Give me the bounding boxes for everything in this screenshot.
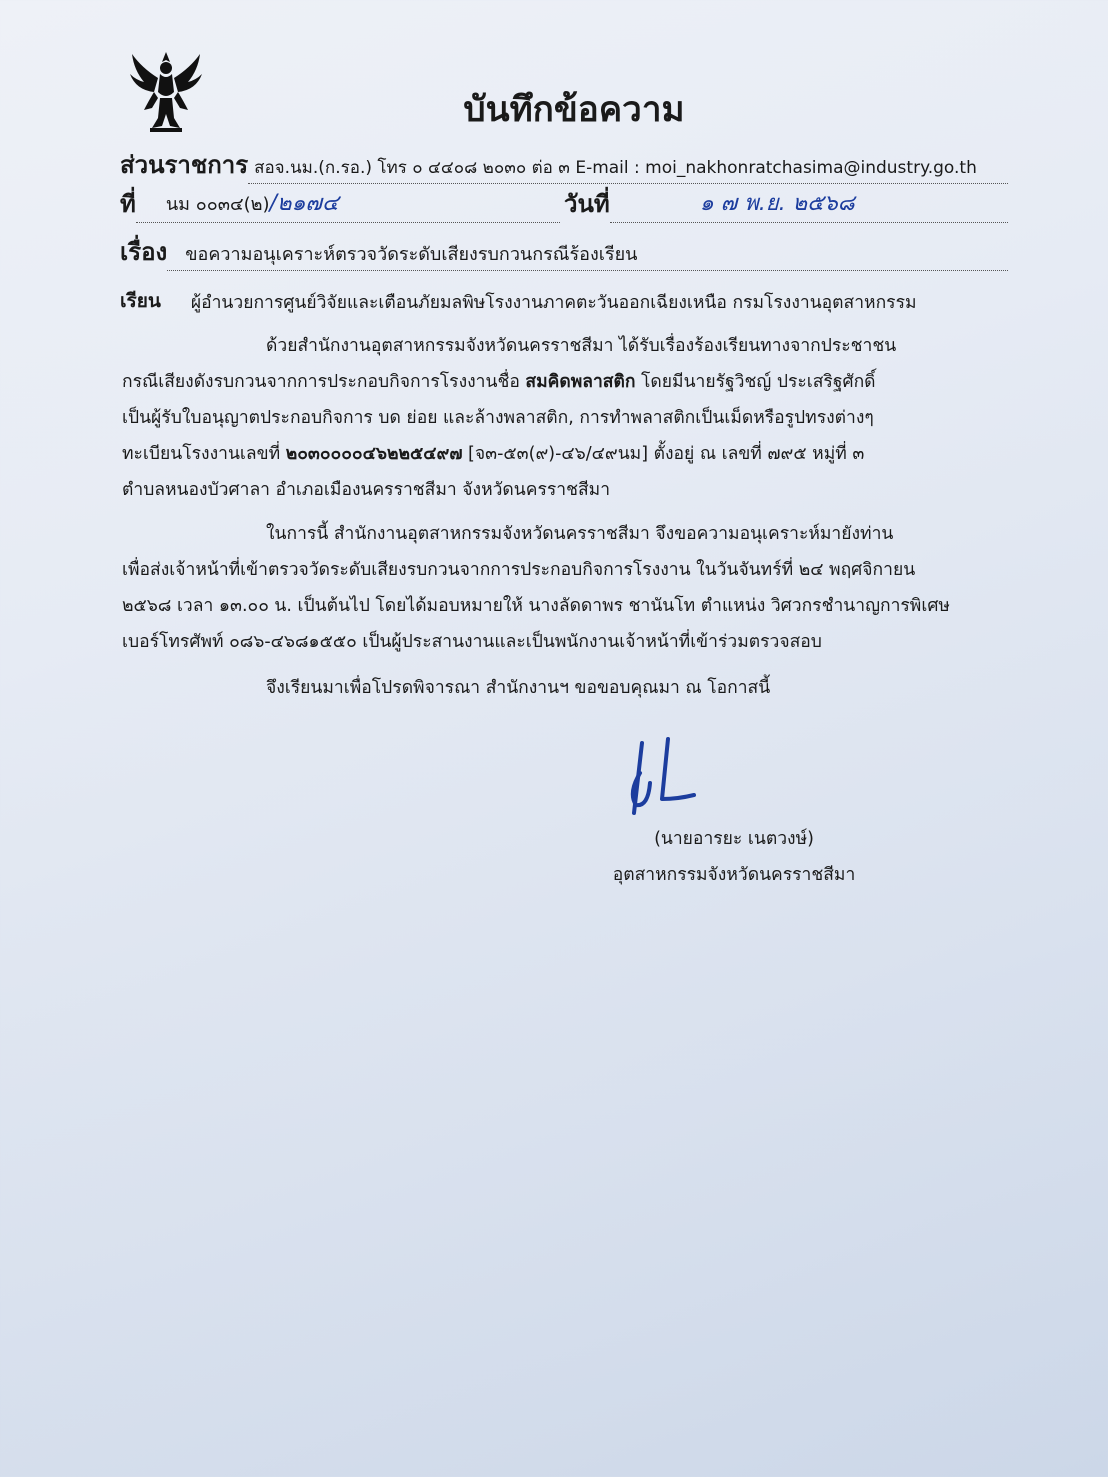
to-label: เรียน: [120, 290, 161, 312]
paragraph-line: ในการนี้ สำนักงานอุตสาหกรรมจังหวัดนครราชสีมา จึงขอความอนุเคราะห์มายังท่าน: [266, 524, 894, 544]
text-segment: [จ๓-๕๓(๙)-๔๖/๔๙นม] ตั้งอยู่ ณ เลขที่ ๗๙๕ หมู่ที่ ๓: [462, 444, 865, 464]
subject-row: [120, 232, 1008, 271]
signatory-name: (นายอารยะ เนตวงษ์): [654, 829, 814, 849]
reference-handwritten: /๒๑๗๔: [269, 191, 339, 216]
date-row: [564, 184, 1008, 223]
date-value: ๑ ๗ พ.ย. ๒๕๖๘: [610, 185, 1008, 223]
agency-value: สอจ.นม.(ก.รอ.) โทร ๐ ๔๔๐๘ ๒๐๓๐ ต่อ ๓ E-mail : moi_nakhonratchasima@industry.go.th: [248, 154, 1008, 184]
paragraph-line: เบอร์โทรศัพท์ ๐๘๖-๔๖๘๑๕๕๐ เป็นผู้ประสานงานและเป็นพนักงานเจ้าหน้าที่เข้าร่วมตรวจสอบ: [122, 632, 822, 652]
reference-label: ที่: [120, 190, 136, 218]
paragraph-line: [122, 364, 1012, 400]
document-title: บันทึกข้อความ: [463, 90, 685, 130]
paragraph-line: ตำบลหนองบัวศาลา อำเภอเมืองนครราชสีมา จังหวัดนครราชสีมา: [122, 480, 611, 500]
factory-registration-number: ๒๐๓๐๐๐๐๔๖๒๒๕๔๙๗: [285, 444, 463, 464]
paragraph-line: เพื่อส่งเจ้าหน้าที่เข้าตรวจวัดระดับเสียงรบกวนจากการประกอบกิจการโรงงาน ในวันจันทร์ที่ ๒๔ พฤศจิกายน: [122, 560, 916, 580]
reference-field: [136, 185, 560, 223]
paragraph-1: [122, 328, 1012, 508]
text-segment: กรณีเสียงดังรบกวนจากการประกอบกิจการโรงงานชื่อ: [122, 372, 526, 392]
agency-label: ส่วนราชการ: [120, 151, 249, 179]
factory-name: สมคิดพลาสติก: [525, 372, 636, 392]
subject-label: เรื่อง: [120, 238, 168, 266]
paragraph-3: [122, 670, 1012, 706]
reference-value: นม ๐๐๓๔(๒): [165, 194, 270, 215]
paragraph-line: จึงเรียนมาเพื่อโปรดพิจารณา สำนักงานฯ ขอขอบคุณมา ณ โอกาสนี้: [266, 678, 771, 698]
subject-value: ขอความอนุเคราะห์ตรวจวัดระดับเสียงรบกวนกรณีร้องเรียน: [167, 239, 1008, 271]
paragraph-line: เป็นผู้รับใบอนุญาตประกอบกิจการ บด ย่อย และล้างพลาสติก, การทำพลาสติกเป็นเม็ดหรือรูปทรงต่างๆ: [122, 408, 874, 428]
paragraph-line: [122, 436, 1012, 472]
text-segment: ทะเบียนโรงงานเลขที่: [122, 444, 286, 464]
to-value: ผู้อำนวยการศูนย์วิจัยและเตือนภัยมลพิษโรงงานภาคตะวันออกเฉียงเหนือ กรมโรงงานอุตสาหกรรม: [190, 293, 917, 313]
reference-row: [120, 184, 560, 223]
date-label: วันที่: [564, 190, 610, 218]
paragraph-line: ๒๕๖๘ เวลา ๑๓.๐๐ น. เป็นต้นไป โดยได้มอบหมายให้ นางลัดดาพร ชานันโท ตำแหน่ง วิศวกรชำนาญการพิเศษ: [122, 596, 950, 616]
paragraph-2: [122, 516, 1012, 660]
to-row: [120, 286, 1008, 316]
text-segment: โดยมีนายรัฐวิชญ์ ประเสริฐศักดิ์: [635, 372, 876, 392]
agency-row: [120, 145, 1008, 184]
signatory-position: อุตสาหกรรมจังหวัดนครราชสีมา: [612, 865, 856, 885]
paragraph-line: ด้วยสำนักงานอุตสาหกรรมจังหวัดนครราชสีมา ได้รับเรื่องร้องเรียนทางจากประชาชน: [266, 336, 897, 356]
handwritten-signature: [622, 733, 702, 823]
